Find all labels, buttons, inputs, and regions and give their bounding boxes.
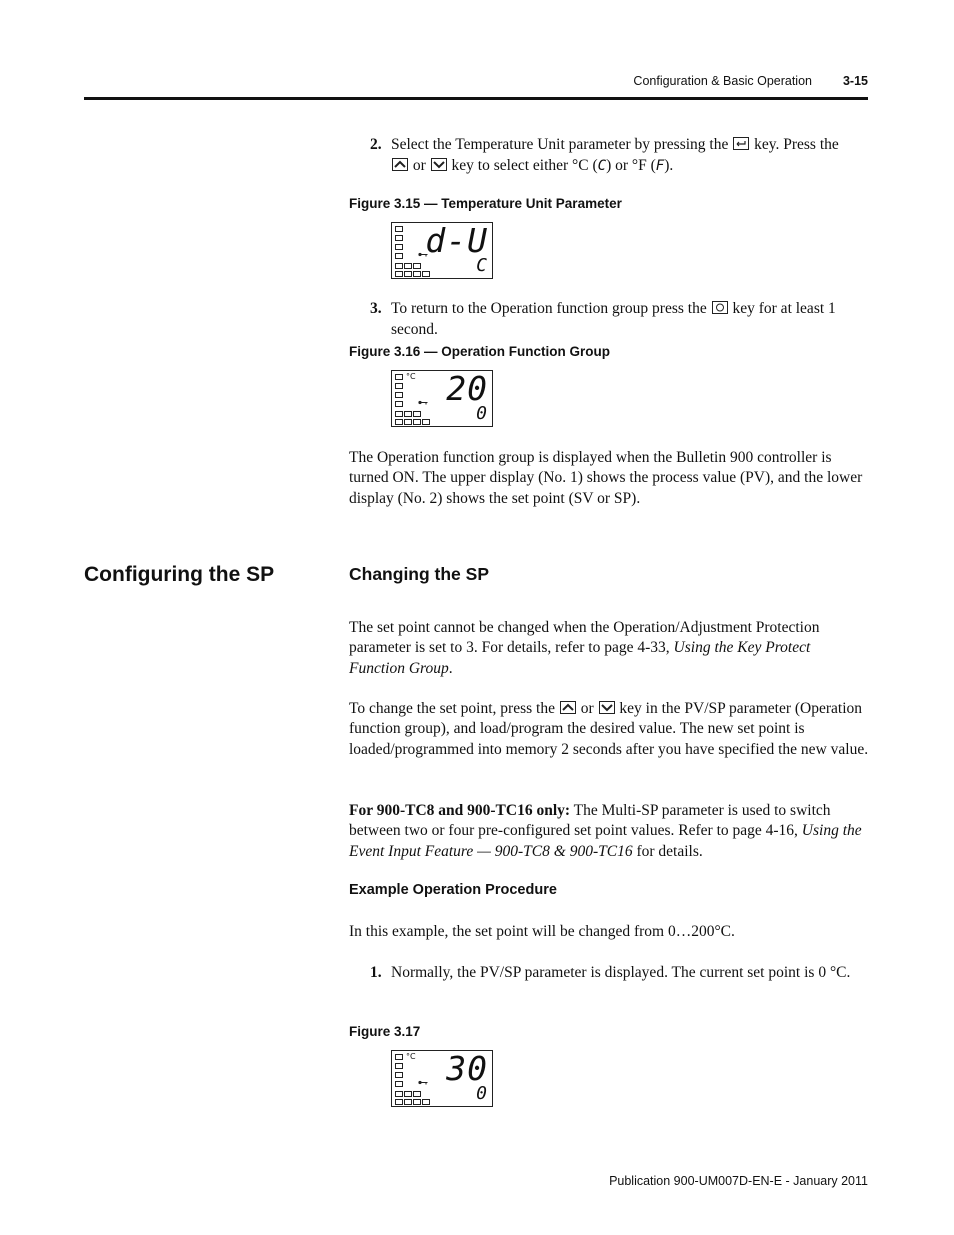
- indicator: [395, 419, 403, 425]
- fahrenheit-segment: F: [655, 157, 665, 174]
- up-key-icon: [560, 701, 576, 714]
- upper-display: d-U: [425, 221, 488, 260]
- protect-paragraph: [349, 618, 869, 679]
- section-title: Configuring the SP: [84, 563, 275, 586]
- step-text: Normally, the PV/SP parameter is displayed. The current set point is 0 °C.: [391, 964, 851, 981]
- indicator: [395, 401, 403, 407]
- step-3: [370, 299, 868, 340]
- indicator: [422, 1099, 430, 1105]
- model-note: For 900-TC8 and 900-TC16 only:: [349, 802, 571, 819]
- figure-caption: Figure 3.15 — Temperature Unit Parameter: [349, 196, 622, 211]
- step-text: or: [412, 156, 426, 174]
- indicator: [413, 419, 421, 425]
- step-2: [370, 135, 868, 176]
- subsection-title: Changing the SP: [349, 564, 489, 584]
- step-number: 1.: [370, 964, 382, 981]
- indicator: [395, 263, 403, 269]
- indicator: [404, 411, 412, 417]
- controller-display: [391, 1050, 493, 1107]
- step-text: ).: [664, 156, 674, 174]
- indicator: [395, 235, 403, 241]
- paragraph-text: or: [580, 700, 594, 717]
- step-number: 3.: [370, 300, 382, 317]
- indicator: [395, 411, 403, 417]
- paragraph-text: The Multi-SP parameter is used to switch between two or four pre-configured set point values. Refer to page 4-16,: [349, 802, 831, 840]
- header-rule: [84, 97, 868, 100]
- figure-caption: Figure 3.16 — Operation Function Group: [349, 344, 611, 359]
- step-text: key to select either °C (: [451, 156, 598, 174]
- indicator: [413, 411, 421, 417]
- unit-label: °C: [406, 1052, 416, 1061]
- page-number: 3-15: [842, 74, 868, 88]
- example-title: Example Operation Procedure: [349, 882, 557, 898]
- indicator: [404, 263, 412, 269]
- paragraph-text: for details.: [636, 842, 703, 860]
- indicator: [395, 1081, 403, 1087]
- cross-reference: Using the Event Input Feature — 900-TC8 & 900-TC16: [349, 822, 862, 860]
- multi-sp-paragraph: [349, 801, 869, 862]
- lower-display: 0: [476, 403, 487, 424]
- page-header: [84, 74, 868, 98]
- indicator: [395, 253, 403, 259]
- paragraph-text: To change the set point, press the: [349, 700, 555, 717]
- indicator: [395, 1063, 403, 1069]
- upper-display: 20: [446, 369, 488, 408]
- figure-caption: Figure 3.17: [349, 1024, 421, 1039]
- enter-key-icon: [733, 137, 749, 150]
- example-intro: In this example, the set point will be changed from 0…200°C.: [349, 923, 735, 940]
- controller-display: [391, 222, 493, 279]
- controller-display: [391, 370, 493, 427]
- key-icon: [418, 1072, 428, 1090]
- publication-footer: Publication 900-UM007D-EN-E - January 2011: [609, 1174, 868, 1188]
- key-icon: [418, 392, 428, 410]
- down-key-icon: [431, 158, 447, 171]
- indicator: [395, 226, 403, 232]
- indicator: [413, 263, 421, 269]
- indicator: [413, 1091, 421, 1097]
- indicator: [422, 419, 430, 425]
- operation-paragraph: The Operation function group is displayed when the Bulletin 900 controller is turned ON. The upper display (No. 1) shows the process value (PV), and the lower display (No. 2) shows the set point (SV or SP).: [349, 449, 863, 507]
- paragraph-text: key in the PV/SP parameter (Operation function group), and load/program the desired value. The new set point is loaded/programmed into memory 2 seconds after you have specified the new value.: [349, 700, 869, 758]
- lower-display: C: [476, 255, 487, 276]
- indicator: [395, 383, 403, 389]
- upper-display: 30: [446, 1049, 488, 1088]
- indicator: [413, 271, 421, 277]
- indicator: [395, 374, 403, 380]
- indicator: [404, 271, 412, 277]
- indicator: [395, 1054, 403, 1060]
- indicator: [395, 244, 403, 250]
- celsius-segment: C: [597, 157, 607, 174]
- indicator: [404, 419, 412, 425]
- up-key-icon: [392, 158, 408, 171]
- paragraph-text: The set point cannot be changed when the Operation/Adjustment Protection parameter is set to 3. For details, refer to page 4-33,: [349, 619, 820, 657]
- step-text: ) or °F (: [606, 156, 656, 174]
- mode-key-icon: [712, 301, 728, 314]
- step-text: To return to the Operation function group press the: [391, 300, 707, 317]
- indicator: [395, 1099, 403, 1105]
- indicator: [395, 392, 403, 398]
- indicator: [395, 271, 403, 277]
- step-number: 2.: [370, 136, 382, 153]
- indicator: [395, 1072, 403, 1078]
- step-text: key. Press the: [754, 136, 839, 153]
- down-key-icon: [599, 701, 615, 714]
- change-paragraph: [349, 699, 869, 760]
- lower-display: 0: [476, 1083, 487, 1104]
- paragraph-text: .: [448, 659, 453, 677]
- indicator: [422, 271, 430, 277]
- indicator: [395, 1091, 403, 1097]
- indicator: [413, 1099, 421, 1105]
- cross-reference: Using the Key Protect Function Group: [349, 639, 811, 677]
- indicator: [404, 1099, 412, 1105]
- header-title: Configuration & Basic Operation: [633, 74, 812, 88]
- step-1: [370, 963, 868, 984]
- step-text: key for at least 1 second.: [391, 300, 836, 338]
- step-text: Select the Temperature Unit parameter by pressing the: [391, 136, 729, 153]
- indicator: [404, 1091, 412, 1097]
- unit-label: °C: [406, 372, 416, 381]
